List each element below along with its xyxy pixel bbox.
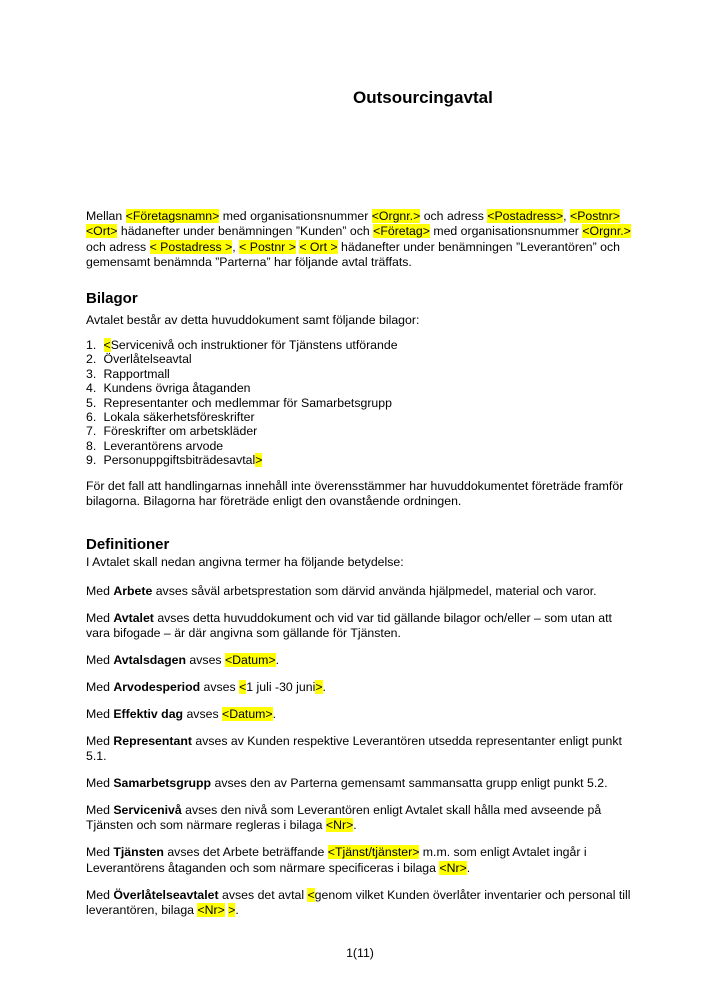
definitions-container [86,584,634,919]
definition-paragraph [86,888,634,919]
definition-paragraph [86,611,634,642]
text-run: med organisationsnummer [219,209,372,223]
list-item-number: 5. [86,395,97,410]
placeholder-highlight: <Postnr> [570,209,620,223]
bilagor-numbered-list [86,338,634,468]
bilaga-list-item [86,381,634,395]
placeholder-highlight: < Postnr > [239,239,296,254]
placeholder-highlight: < Postadress > [149,239,233,254]
text-run: Leverantörens arvode [103,438,224,453]
document-body [86,209,634,919]
text-run: Lokala säkerhetsföreskrifter [103,410,255,425]
text-run: Med [86,706,114,721]
text-run: Med [86,680,114,695]
placeholder-highlight: <Datum> [222,706,273,721]
placeholder-highlight: <Orgnr.> [371,209,421,223]
bilaga-list-item [86,453,634,467]
text-run: Med [86,583,114,598]
text-run: avses den av Parterna gemensamt sammansatta grupp enligt punkt 5.2. [211,776,608,791]
text-run: Effektiv dag [113,706,184,721]
text-run: Med [86,845,114,860]
placeholder-highlight: > [315,680,323,695]
placeholder-highlight: <Datum> [224,653,276,668]
text-run: Kundens övriga åtaganden [103,381,251,396]
text-run: , [563,209,571,223]
list-item-text [104,367,170,381]
text-run: Representanter och medlemmar för Samarbetsgrupp [103,395,392,410]
text-run: avses såväl arbetsprestation som därvid använda hjälpmedel, material och varor. [152,583,597,598]
bilaga-list-item [86,410,634,424]
text-run: avses den nivå som Leverantören enligt Avtalet skall hålla med avseende på Tjänsten och som närmare regleras i bilaga [86,803,602,833]
text-run: Servicenivå [113,803,182,818]
list-item-number: 3. [86,366,97,381]
text-run: . [466,860,471,875]
text-run: avses [200,680,240,695]
list-item-number: 4. [86,381,97,396]
text-run: Avtalsdagen [113,653,187,668]
text-run: . [353,818,357,833]
text-run: avses av Kunden respektive Leverantören utsedda representanter enligt punkt 5.1. [86,733,622,764]
definition-paragraph [86,707,634,722]
placeholder-highlight: <Orgnr.> [582,224,631,239]
text-run: Samarbetsgrupp [113,776,212,791]
placeholder-highlight: < Ort > [299,239,338,254]
list-item-text [104,439,224,453]
list-item-number: 9. [86,453,97,468]
text-run: . [272,706,277,721]
list-item-text [104,381,251,395]
definition-paragraph [86,845,634,876]
definitioner-lead-paragraph: I Avtalet skall nedan angivna termer ha följande betydelse: [86,554,404,569]
text-run: Med [86,610,114,625]
text-run: Med [86,776,114,791]
text-run: hädanefter under benämningen ”Kunden” och [117,224,374,239]
text-run: Med [86,733,114,748]
bilagor-lead-paragraph: Avtalet består av detta huvuddokument samt följande bilagor: [86,312,420,327]
text-run: avses detta huvuddokument och vid var tid gällande bilagor och/eller – som utan att vara bifogade – är där angivna som gällande för Tjänsten. [86,610,612,641]
bilaga-list-item [86,396,634,410]
placeholder-highlight: <Tjänst/tjänster> [327,845,420,860]
placeholder-highlight: <Nr> [439,860,467,875]
section-heading-definitioner: Definitioner [86,535,170,553]
placeholder-highlight: > [255,453,263,468]
text-run: . [235,903,239,918]
definition-paragraph [86,680,634,695]
section-heading-bilagor: Bilagor [86,289,138,307]
placeholder-highlight: <Nr> [325,818,354,833]
text-run: Representant [113,733,192,748]
definition-paragraph [86,734,634,765]
precedence-paragraph: För det fall att handlingarnas innehåll inte överensstämmer har huvuddokumentet företräde framför bilagorna. Bilagorna har företräde enligt den ovanstående ordningen. [86,478,624,509]
text-run: och adress [420,209,488,223]
text-run: , [232,239,240,254]
list-item-number: 8. [86,438,97,453]
bilaga-list-item [86,338,634,352]
intro-paragraph [86,209,634,271]
text-run: hädanefter under benämningen ”Leverantören” och gemensamt benämnda ”Parterna” har följande avtal träffats. [86,239,620,270]
text-run: Överlåtelseavtalet [113,887,219,902]
text-run: med organisationsnummer [429,224,583,239]
placeholder-highlight: < [239,680,247,695]
placeholder-highlight: <Företag> [373,224,430,239]
text-run: Personuppgiftsbiträdesavtal [103,453,256,468]
text-run: m.m. som enligt Avtalet ingår i Leverantörens åtaganden och som närmare specificeras i bilaga [86,845,587,875]
list-item-text [104,453,263,467]
text-run: avses det Arbete beträffande [163,845,328,860]
list-item-text [104,338,398,352]
bilaga-list-item [86,367,634,381]
list-item-number: 6. [86,410,97,425]
text-run: Arvodesperiod [113,680,201,695]
text-run: Tjänsten [113,845,164,860]
text-run: och adress [86,239,150,254]
list-item-number: 2. [86,352,97,367]
list-item-text [104,410,255,424]
list-item-text [104,424,258,438]
placeholder-highlight: < [103,338,111,353]
definition-paragraph [86,776,634,791]
placeholder-highlight: <Ort> [86,224,118,239]
text-run: Med [86,887,114,902]
document-title: Outsourcingavtal [353,88,493,107]
text-run: Med [86,653,114,668]
text-run: genom vilket Kunden överlåter inventarier och personal till leverantören, bilaga [86,887,631,918]
placeholder-highlight: > [228,903,236,918]
text-run: avses [186,653,225,668]
bilaga-list-item [86,439,634,453]
text-run: . [275,653,279,668]
page-number: 1(11) [346,946,374,960]
text-run: Servicenivå och instruktioner för Tjänstens utförande [110,338,398,353]
text-run: Mellan [86,209,126,223]
placeholder-highlight: <Företagsnamn> [125,209,220,223]
placeholder-highlight: < [307,887,315,902]
text-run: Arbete [113,583,153,598]
text-run: avses [183,706,223,721]
list-item-text [104,396,392,410]
definition-paragraph [86,653,634,668]
text-run: Med [86,803,114,818]
list-item-text [104,352,192,366]
text-run: avses det avtal [218,887,308,902]
text-run: Överlåtelseavtal [103,352,192,367]
placeholder-highlight: <Nr> [197,903,225,918]
text-run: . [322,680,326,695]
bilaga-list-item [86,424,634,438]
text-run: Rapportmall [103,366,170,381]
text-run: Avtalet [113,610,154,625]
bilaga-list-item [86,352,634,366]
text-run: Föreskrifter om arbetskläder [103,424,258,439]
list-item-number: 1. [86,338,97,353]
placeholder-highlight: <Postadress> [487,209,564,223]
definition-paragraph [86,803,634,834]
list-item-number: 7. [86,424,97,439]
text-run: 1 juli -30 juni [246,680,316,695]
definition-paragraph [86,584,634,599]
